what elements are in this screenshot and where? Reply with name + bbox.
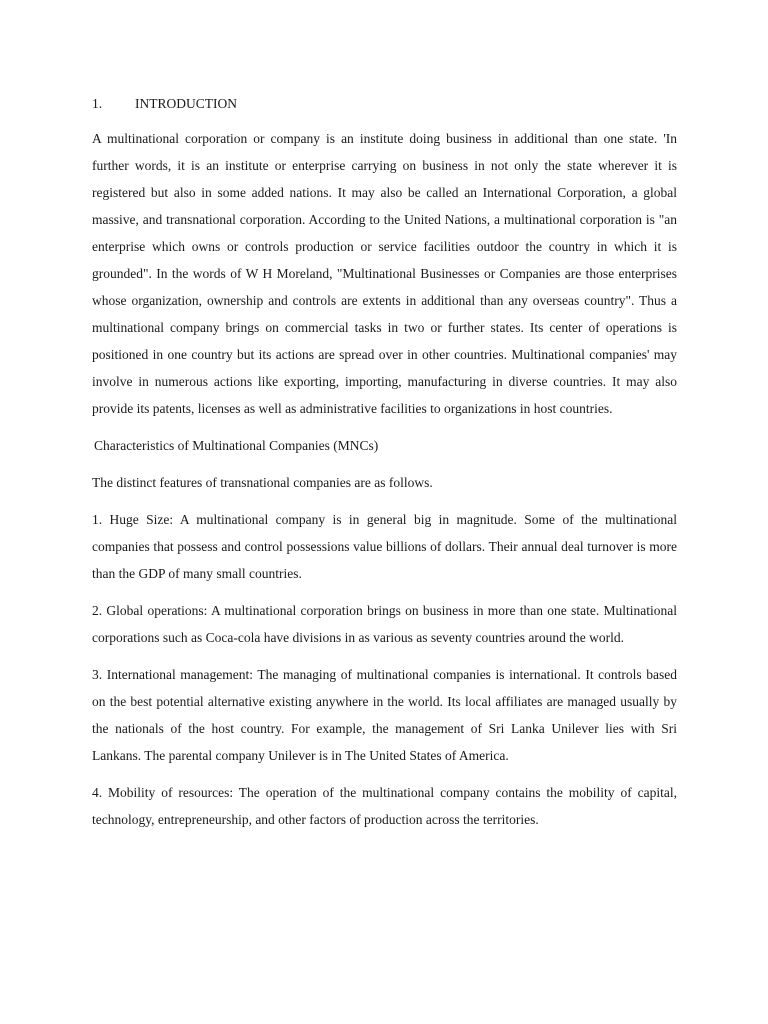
features-intro: The distinct features of transnational companies are as follows. bbox=[92, 475, 433, 490]
point-huge-size: 1. Huge Size: A multinational company is in general big in magnitude. Some of the multinational companies that possess and control possessions value billions of dollars. Their annual deal turnover is more than the GDP of many small countries. bbox=[92, 512, 677, 581]
point-international-management: 3. International management: The managing of multinational companies is international. It controls based on the best potential alternative existing anywhere in the world. Its local affiliates are managed usually by the nationals of the host country. For example, the management of Sri Lanka Unilever lies with Sri Lankans. The parental company Unilever is in The United States of America. bbox=[92, 667, 677, 763]
section-title: INTRODUCTION bbox=[135, 96, 237, 111]
intro-paragraph: A multinational corporation or company is an institute doing business in additional than one state. 'In further words, it is an institute or enterprise carrying on business in not only the state wherever it is registered but also in some added nations. It may also be called an International Corporation, a global massive, and transnational corporation. According to the United Nations, a multinational corporation is "an enterprise which owns or controls production or service facilities outdoor the country in which it is grounded". In the words of W H Moreland, "Multinational Businesses or Companies are those enterprises whose organization, ownership and controls are extents in additional than any overseas country". Thus a multinational company brings on commercial tasks in two or further states. Its center of operations is positioned in one country but its actions are spread over in other countries. Multinational companies' may involve in numerous actions like exporting, importing, manufacturing in diverse countries. It may also provide its patents, licenses as well as administrative facilities to organizations in host countries. bbox=[92, 131, 677, 416]
point-global-operations: 2. Global operations: A multinational corporation brings on business in more than one state. Multinational corporations such as Coca-cola have divisions in as various as seventy countries around the world. bbox=[92, 603, 677, 645]
section-heading bbox=[92, 90, 677, 117]
point-mobility-of-resources: 4. Mobility of resources: The operation of the multinational company contains the mobility of capital, technology, entrepreneurship, and other factors of production across the territories. bbox=[92, 785, 677, 827]
section-number: 1. bbox=[92, 96, 103, 111]
document-page bbox=[92, 90, 677, 843]
characteristics-heading: Characteristics of Multinational Companies (MNCs) bbox=[94, 438, 379, 453]
